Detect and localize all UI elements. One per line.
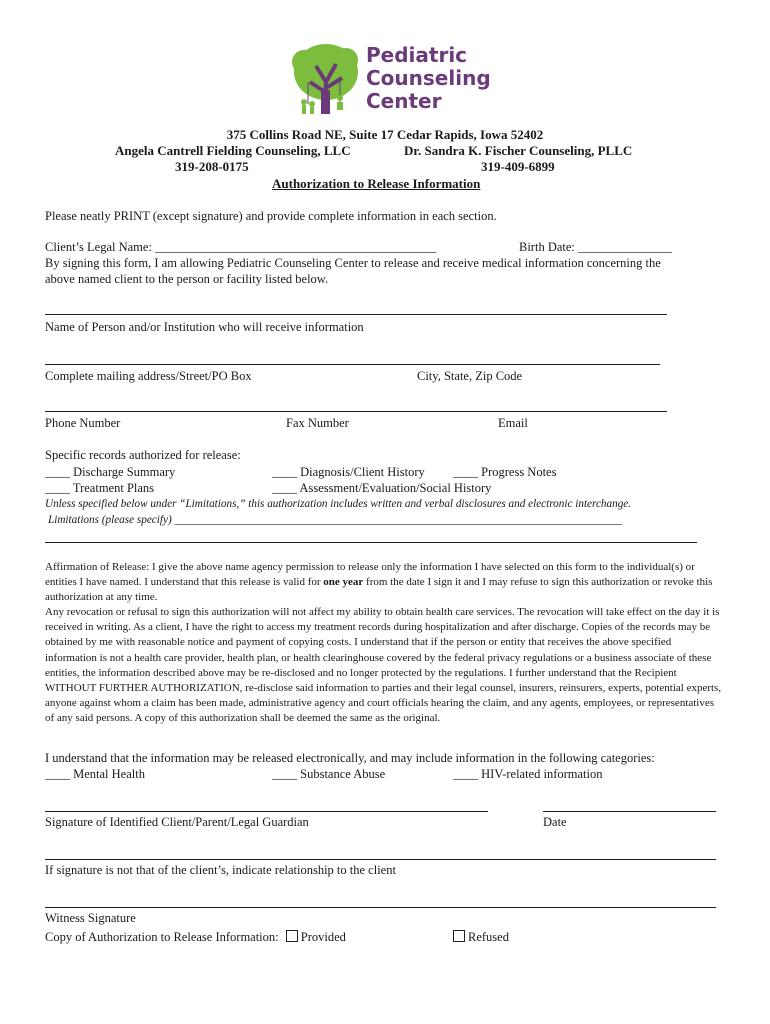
revocation-paragraph: Any revocation or refusal to sign this authorization will not affect my ability to obtain health care services. The revocation will take effect on the day it is received in writing. As a client, I have the right to access my treatment records during hospitalization and after discharge. Copies of the records may be obtained by me with reasonable notice and payment of copying costs. I understand that if the person or entity that receives the above specified information is not a health care provider, health plan, or health clearinghouse covered by the federal privacy regulations or a business associate of these entities, the information described above may be re-disclosed and no longer protected by the regulations. I further understand that the Recipient WITHOUT FURTHER AUTHORIZATION, re-disclose said information to parties and their legal counsel, insurers, reinsurers, experts, potential experts, anyone against whom a claim has been made, administrative agency and court officials hearing the claim, and any agents, employees, or representatives of any said persons. A copy of this authorization shall be deemed the same as the original. [45,606,722,725]
phone-number-label: Phone Number [45,416,121,430]
city-state-zip-label: City, State, Zip Code [417,369,523,383]
copy-authorization-row [45,930,346,945]
recipient-name-label: Name of Person and/or Institution who will receive information [45,320,364,334]
mailing-address-label: Complete mailing address/Street/PO Box [45,369,252,383]
progress-notes-option[interactable]: ____ Progress Notes [453,465,557,479]
provided-checkbox[interactable] [286,930,298,942]
form-title: Authorization to Release Information [272,176,481,191]
relationship-line[interactable] [45,859,716,860]
logo-line-3: Center [366,89,442,113]
affirmation-text-start: Affirmation of Release: I give the above name agency permission to release only the information I have selected on this form to the individual(s) or entities I have named. I understand that this release is valid for [45,561,695,589]
tree-logo-icon [290,42,358,116]
assessment-option[interactable]: ____ Assessment/Evaluation/Social History [272,481,492,495]
client-name-field[interactable]: Client’s Legal Name: _____________________________________________ [45,240,437,254]
witness-signature-line[interactable] [45,907,716,908]
client-signature-line[interactable] [45,811,488,812]
fax-number-label: Fax Number [286,416,349,430]
mailing-address-line[interactable] [45,364,660,365]
consent-line-2: above named client to the person or facility listed below. [45,272,329,286]
right-org-name: Dr. Sandra K. Fischer Counseling, PLLC [404,143,633,158]
electronic-release-statement: I understand that the information may be released electronically, and may include information in the following categories: [45,751,655,765]
logo-line-2: Counseling [366,66,491,90]
birth-date-field[interactable]: Birth Date: _______________ [519,240,672,254]
copy-authorization-label: Copy of Authorization to Release Information: [45,930,279,944]
date-label: Date [543,815,567,829]
substance-abuse-option[interactable]: ____ Substance Abuse [272,767,386,781]
affirmation-text-end: from the date I sign it and I may refuse to sign this authorization or revoke this authorization at any time. [45,576,713,604]
clinic-address: 375 Collins Road NE, Suite 17 Cedar Rapids, Iowa 52402 [226,127,544,142]
left-org-name: Angela Cantrell Fielding Counseling, LLC [115,143,351,158]
left-org-phone: 319-208-0175 [175,159,249,174]
email-label: Email [498,416,528,430]
logo-text [366,44,491,113]
diagnosis-history-option[interactable]: ____ Diagnosis/Client History [272,465,425,479]
discharge-summary-option[interactable]: ____ Discharge Summary [45,465,176,479]
date-line[interactable] [543,811,716,812]
refused-option [453,930,509,945]
client-signature-label: Signature of Identified Client/Parent/Legal Guardian [45,815,309,829]
witness-signature-label: Witness Signature [45,911,136,925]
relationship-label: If signature is not that of the client’s, indicate relationship to the client [45,863,396,877]
disclosure-note: Unless specified below under “Limitations,” this authorization includes written and verbal disclosures and electronic interchange. [45,498,632,510]
hiv-info-option[interactable]: ____ HIV-related information [453,767,603,781]
contact-line[interactable] [45,411,667,412]
treatment-plans-option[interactable]: ____ Treatment Plans [45,481,155,495]
limitations-field[interactable]: Limitations (please specify) ________________________________________________________________________________ [48,514,622,526]
refused-label: Refused [468,930,509,944]
provided-label: Provided [300,930,346,944]
recipient-name-line[interactable] [45,314,667,315]
affirmation-paragraph [45,560,725,606]
refused-checkbox[interactable] [453,930,465,942]
mental-health-option[interactable]: ____ Mental Health [45,767,145,781]
records-heading: Specific records authorized for release: [45,448,241,462]
right-org-phone: 319-409-6899 [481,159,555,174]
limitations-extra-line[interactable] [45,542,697,543]
intro-instructions: Please neatly PRINT (except signature) and provide complete information in each section. [45,209,497,223]
logo [290,42,490,118]
validity-period: one year [323,576,364,589]
consent-line-1: By signing this form, I am allowing Pediatric Counseling Center to release and receive medical information concerning the [45,256,661,270]
logo-line-1: Pediatric [366,43,468,67]
